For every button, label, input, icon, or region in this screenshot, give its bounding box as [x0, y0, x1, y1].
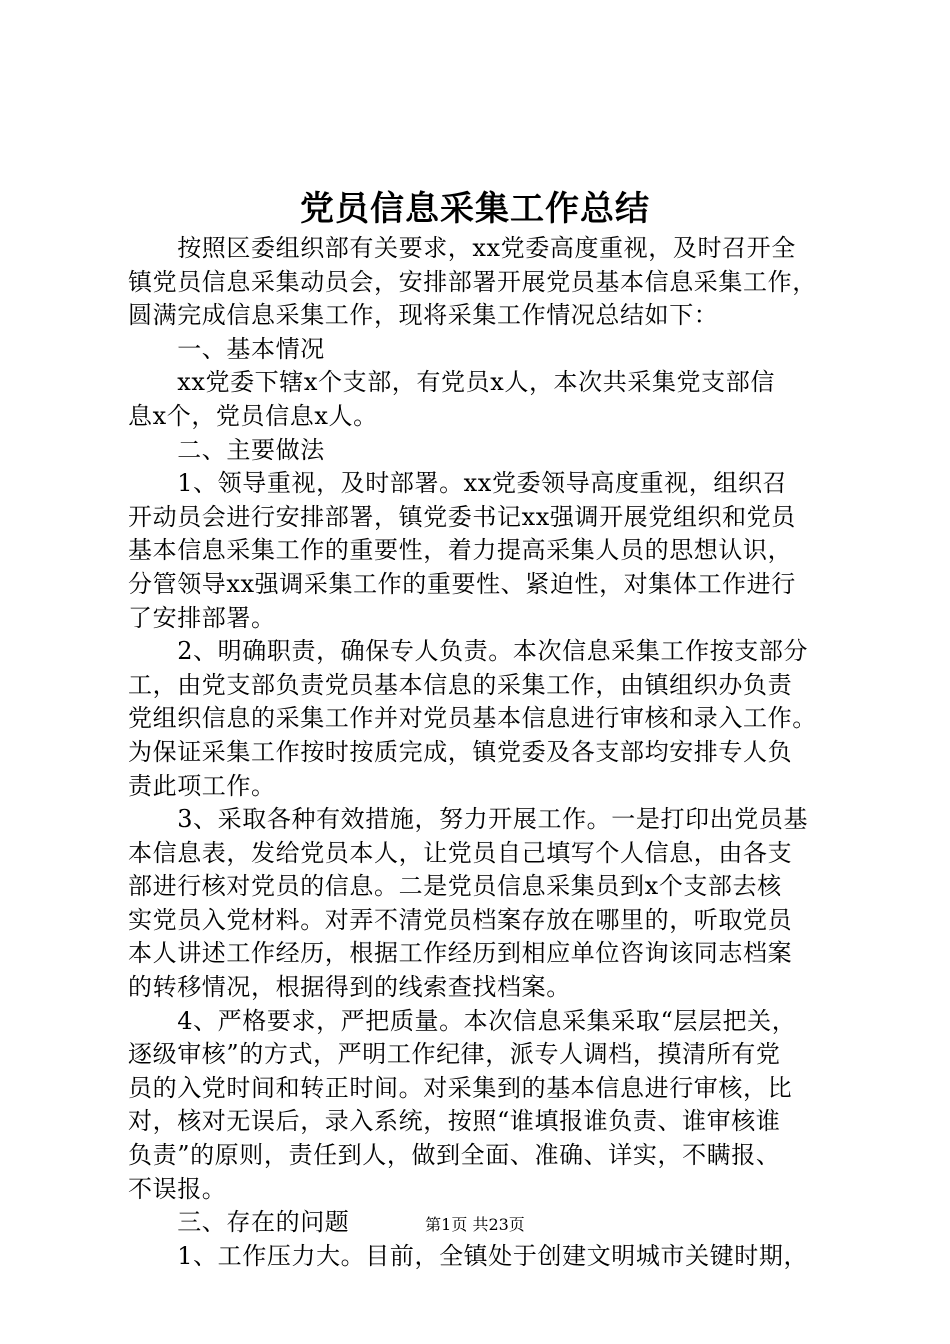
text-line: 3、采取各种有效措施，努力开展工作。一是打印出党员基: [128, 805, 809, 834]
text-line: 责此项工作。: [128, 771, 276, 800]
text-line: 三、存在的问题: [128, 1208, 350, 1237]
text-line: 息x个，党员信息x人。: [128, 401, 378, 430]
text-line: 1、工作压力大。目前，全镇处于创建文明城市关键时期，: [128, 1241, 809, 1270]
text-line: 党组织信息的采集工作并对党员基本信息进行审核和录入工作。: [128, 704, 817, 733]
text-line: 基本信息采集工作的重要性，着力提高采集人员的思想认识，: [128, 536, 793, 565]
text-line: 了安排部署。: [128, 603, 276, 632]
document-title: 党员信息采集工作总结: [300, 189, 650, 229]
text-line: 部进行核对党员的信息。二是党员信息采集员到x个支部去核: [128, 872, 782, 901]
text-line: 不误报。: [128, 1174, 227, 1203]
text-line: 本人讲述工作经历，根据工作经历到相应单位咨询该同志档案: [128, 939, 793, 968]
text-line: 开动员会进行安排部署，镇党委书记xx强调开展党组织和党员: [128, 502, 796, 531]
text-line: 员的入党时间和转正时间。对采集到的基本信息进行审核，比: [128, 1073, 793, 1102]
text-line: 本信息表，发给党员本人，让党员自己填写个人信息，由各支: [128, 838, 793, 867]
document-body: [128, 232, 854, 1273]
text-line: 圆满完成信息采集工作，现将采集工作情况总结如下：: [128, 301, 719, 330]
text-line: 2、明确职责，确保专人负责。本次信息采集工作按支部分: [128, 637, 809, 666]
text-line: 为保证采集工作按时按质完成，镇党委及各支部均安排专人负: [128, 737, 793, 766]
text-line: 镇党员信息采集动员会，安排部署开展党员基本信息采集工作，: [128, 267, 817, 296]
text-line: 按照区委组织部有关要求，xx党委高度重视，及时召开全: [128, 234, 796, 262]
text-line: 对，核对无误后，录入系统，按照“谁填报谁负责、谁审核谁: [128, 1107, 781, 1136]
page-footer: 第1页 共23页: [425, 1215, 525, 1234]
text-line: xx党委下辖x个支部，有党员x人，本次共采集党支部信: [128, 368, 775, 397]
text-line: 负责”的原则，责任到人，做到全面、准确、详实，不瞒报、: [128, 1141, 781, 1170]
text-line: 1、领导重视，及时部署。xx党委领导高度重视，组织召: [128, 469, 788, 498]
text-line: 分管领导xx强调采集工作的重要性、紧迫性，对集体工作进行: [128, 569, 796, 598]
text-line: 工，由党支部负责党员基本信息的采集工作，由镇组织办负责: [128, 670, 793, 699]
text-line: 的转移情况，根据得到的线索查找档案。: [128, 973, 571, 1002]
text-line: 二、主要做法: [128, 435, 325, 464]
text-line: 实党员入党材料。对弄不清党员档案存放在哪里的，听取党员: [128, 905, 793, 934]
text-line: 一、基本情况: [128, 334, 325, 363]
text-line: 逐级审核”的方式，严明工作纪律，派专人调档，摸清所有党: [128, 1040, 781, 1069]
text-line: 4、严格要求，严把质量。本次信息采集采取“层层把关，: [128, 1006, 797, 1035]
